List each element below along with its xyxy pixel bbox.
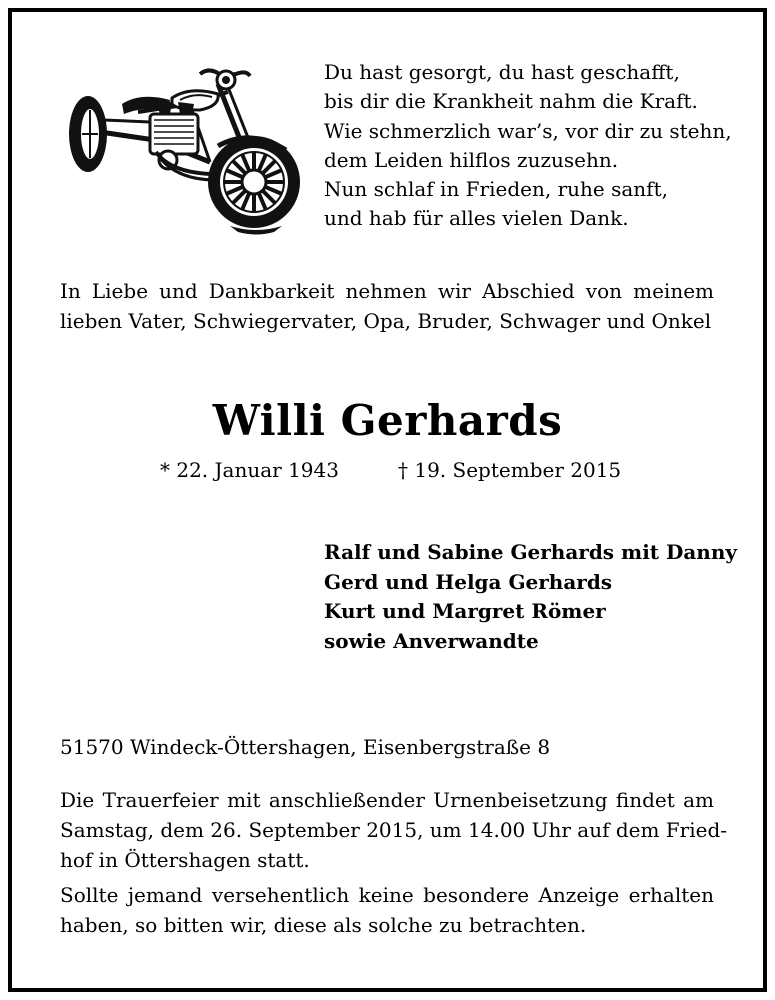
mourner-line: Gerd und Helga Gerhards xyxy=(324,569,613,594)
address: 51570 Windeck-Öttershagen, Eisenbergstraße 8 xyxy=(60,735,551,759)
poem-line: Wie schmerzlich war’s, vor dir zu stehn, xyxy=(324,118,732,143)
notice xyxy=(60,880,714,940)
trike-motorcycle-icon xyxy=(60,62,305,237)
poem-line: Nun schlaf in Frieden, ruhe sanft, xyxy=(324,177,668,202)
funeral-info xyxy=(60,785,728,875)
deceased-name: Willi Gerhards xyxy=(212,396,563,445)
mourner-line: Kurt und Margret Römer xyxy=(324,599,606,623)
notice-line: haben, so bitten wir, diese als solche zu betrachten. xyxy=(60,913,587,937)
farewell-intro xyxy=(60,276,714,336)
death-date: † 19. September 2015 xyxy=(398,458,622,482)
funeral-line: Samstag, dem 26. September 2015, um 14.00 Uhr auf dem Fried- xyxy=(60,818,728,842)
mourner-line: Ralf und Sabine Gerhards mit Danny xyxy=(324,540,737,564)
mourner-line: sowie Anverwandte xyxy=(324,628,539,653)
funeral-line: Die Trauerfeier mit anschließender Urnenbeisetzung findet am xyxy=(60,788,714,812)
poem-line: dem Leiden hilflos zuzusehn. xyxy=(324,147,619,172)
intro-line: In Liebe und Dankbarkeit nehmen wir Abschied von meinem xyxy=(60,279,714,303)
obituary-card xyxy=(8,8,767,992)
poem-line: Du hast gesorgt, du hast geschafft, xyxy=(324,60,680,84)
notice-line: Sollte jemand versehentlich keine besondere Anzeige erhalten xyxy=(60,883,714,907)
intro-line: lieben Vater, Schwiegervater, Opa, Bruder, Schwager und Onkel xyxy=(60,309,712,333)
poem xyxy=(324,58,732,234)
poem-line: und hab für alles vielen Dank. xyxy=(324,206,629,231)
poem-line: bis dir die Krankheit nahm die Kraft. xyxy=(324,89,698,114)
funeral-line: hof in Öttershagen statt. xyxy=(60,848,310,872)
birth-date: * 22. Januar 1943 xyxy=(160,458,339,482)
mourners-list xyxy=(324,538,737,656)
